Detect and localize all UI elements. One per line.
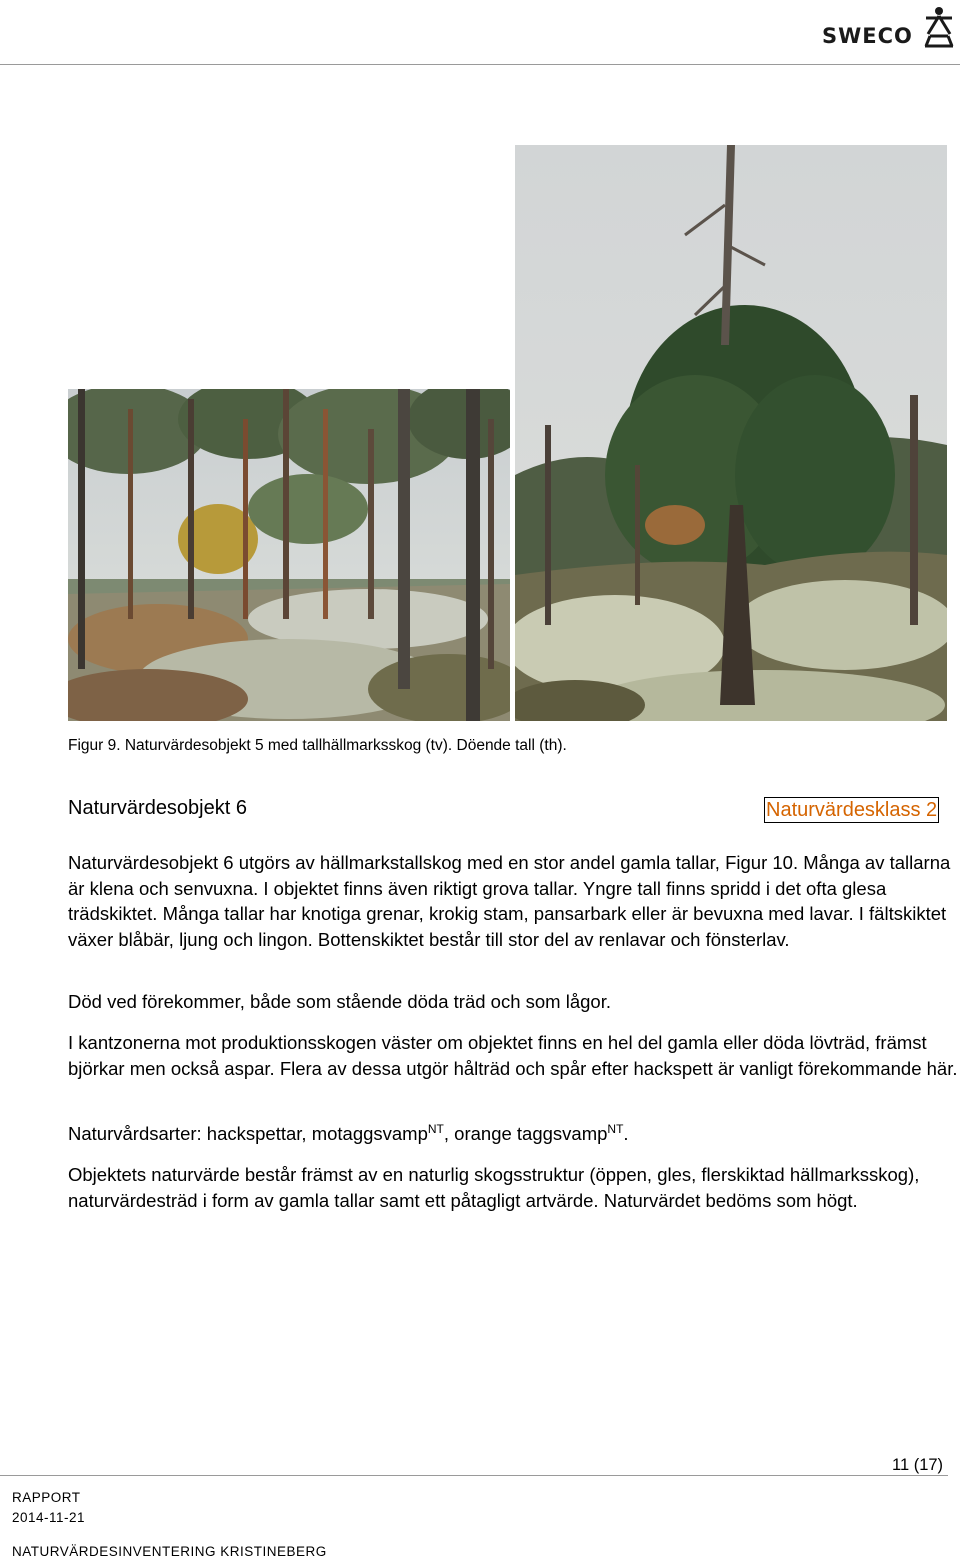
forest-photo-right: [515, 145, 947, 721]
footer-project: NATURVÄRDESINVENTERING KRISTINEBERG: [12, 1544, 327, 1559]
logo-text: SWECO: [822, 24, 913, 48]
species-suffix: .: [623, 1123, 629, 1144]
body-paragraph-2: Död ved förekommer, både som stående döda träd och som lågor.: [68, 991, 611, 1012]
sweco-logo: [822, 6, 958, 50]
page-number: 11 (17): [892, 1456, 944, 1474]
header-divider: [0, 64, 960, 65]
body-paragraph-5: Objektets naturvärde består främst av en naturlig skogsstruktur (öppen, gles, flerskiktad hällmarksskog), naturvärdesträd i form av gamla tallar samt ett påtagligt artvärde. Naturvärdet bedöms som högt.: [68, 1164, 920, 1211]
section-title: Naturvärdesobjekt 6: [68, 797, 247, 819]
footer-date: 2014-11-21: [12, 1510, 86, 1525]
redlist-sup-1: NT: [427, 1122, 444, 1136]
body-paragraph-species: [68, 1121, 958, 1147]
redlist-sup-2: NT: [607, 1122, 624, 1136]
footer-divider: [0, 1475, 948, 1476]
sweco-figure-icon: [922, 6, 956, 48]
body-paragraph-1: Naturvärdesobjekt 6 utgörs av hällmarkstallskog med en stor andel gamla tallar, Figur 10. Många av tallarna är klena och senvuxna. I objektet finns även riktigt grova tallar. Yngre tall finns spridd i det ofta glesa trädskiktet. Många tallar har knotiga grenar, krokig stam, pansarbark eller är bevuxna med lavar. I fältskiktet växer blåbär, ljung och lingon. Bottenskiktet består till stor del av renlavar och fönsterlav.: [68, 852, 951, 950]
body-paragraph-3: I kantzonerna mot produktionsskogen väster om objektet finns en hel del gamla eller döda lövträd, främst björkar men också aspar. Flera av dessa utgör hålträd och spår efter hackspett är vanligt förekommande här.: [68, 1032, 958, 1079]
forest-photo-left: [68, 389, 510, 721]
species-prefix: Naturvårdsarter: hackspettar, motaggsvamp: [68, 1123, 428, 1144]
figure-caption: Figur 9. Naturvärdesobjekt 5 med tallhällmarksskog (tv). Döende tall (th).: [68, 737, 567, 754]
species-middle: , orange taggsvamp: [443, 1123, 608, 1144]
naturvardesklass-label: Naturvärdesklass 2: [766, 799, 938, 821]
footer-doc-type: RAPPORT: [12, 1490, 81, 1505]
